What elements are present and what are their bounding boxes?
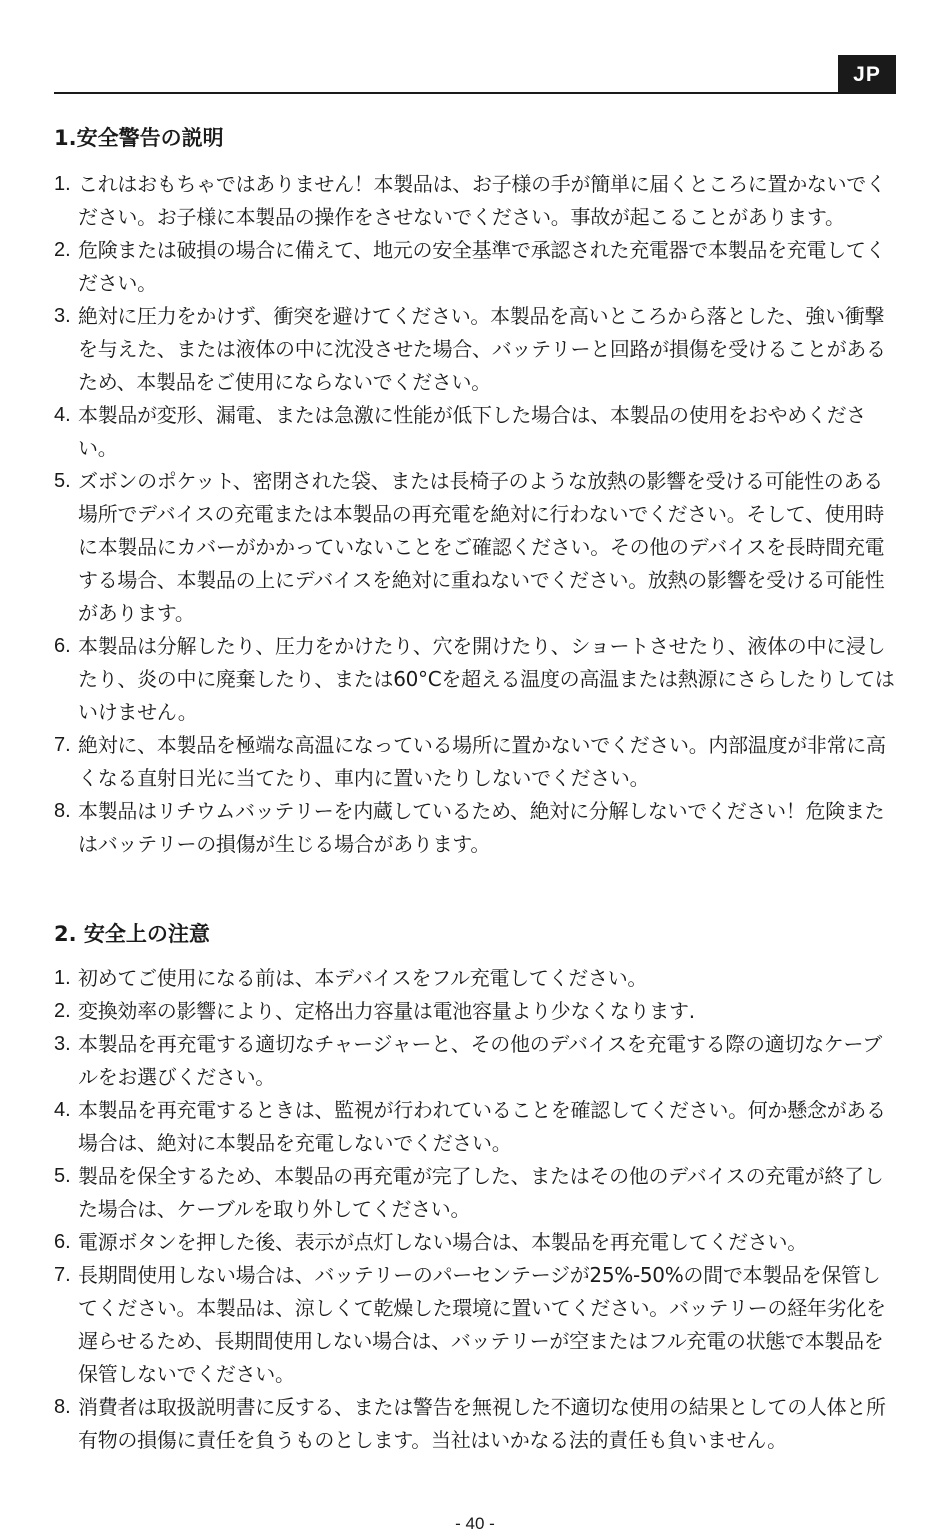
item-number: 1.: [54, 967, 71, 989]
list-item: [54, 1226, 896, 1259]
item-text: 製品を保全するため、本製品の再充電が完了した、またはその他のデバイスの充電が終了した場合は、ケーブルを取り外してください。: [78, 1164, 884, 1221]
item-text: 本製品を再充電するときは、監視が行われていることを確認してください。何か懸念がある場合は、絶対に本製品を充電しないでください。: [78, 1098, 886, 1155]
item-number: 2.: [54, 239, 71, 261]
list-item: [54, 1259, 896, 1391]
item-number: 1.: [54, 173, 71, 195]
list-item: [54, 729, 896, 795]
item-text: これはおもちゃではありません！本製品は、お子様の手が簡単に届くところに置かないでください。お子様に本製品の操作をさせないでください。事故が起こることがあります。: [78, 172, 886, 229]
item-number: 4.: [54, 404, 71, 426]
item-number: 8.: [54, 1396, 71, 1418]
item-text: 危険または破損の場合に備えて、地元の安全基準で承認された充電器で本製品を充電してください。: [78, 238, 886, 295]
safety-precautions-list: [54, 962, 896, 1457]
list-item: [54, 234, 896, 300]
item-text: 長期間使用しない場合は、バッテリーのパーセンテージが25%-50%の間で本製品を保管してください。本製品は、涼しくて乾燥した環境に置いてください。バッテリーの経年劣化を遅らせるため、長期間使用しない場合は、バッテリーが空またはフル充電の状態で本製品を保管しないでください。: [78, 1263, 886, 1386]
list-item: [54, 465, 896, 630]
item-number: 2.: [54, 1000, 71, 1022]
item-text: 変換効率の影響により、定格出力容量は電池容量より少なくなります.: [78, 999, 695, 1023]
header-divider: [54, 92, 896, 94]
item-number: 5.: [54, 1165, 71, 1187]
list-item: [54, 168, 896, 234]
section-heading-safety-warnings: 1.安全警告の説明: [54, 126, 224, 150]
item-text: 本製品は分解したり、圧力をかけたり、穴を開けたり、ショートさせたり、液体の中に浸したり、炎の中に廃棄したり、または60°Cを超える温度の高温または熱源にさらしたりしてはいけません。: [78, 634, 895, 724]
item-number: 7.: [54, 734, 71, 756]
item-number: 6.: [54, 1231, 71, 1253]
list-item: [54, 995, 896, 1028]
list-item: [54, 795, 896, 861]
item-number: 3.: [54, 305, 71, 327]
item-number: 7.: [54, 1264, 71, 1286]
item-text: 絶対に圧力をかけず、衝突を避けてください。本製品を高いところから落とした、強い衝撃を与えた、または液体の中に沈没させた場合、バッテリーと回路が損傷を受けることがあるため、本製品をご使用にならないでください。: [78, 304, 886, 394]
list-item: [54, 962, 896, 995]
item-text: 本製品が変形、漏電、または急激に性能が低下した場合は、本製品の使用をおやめください。: [78, 403, 866, 460]
item-text: 絶対に、本製品を極端な高温になっている場所に置かないでください。内部温度が非常に高くなる直射日光に当てたり、車内に置いたりしないでください。: [78, 733, 886, 790]
list-item: [54, 1028, 896, 1094]
list-item: [54, 300, 896, 399]
page-number: - 40 -: [455, 1514, 495, 1533]
item-text: 本製品を再充電する適切なチャージャーと、その他のデバイスを充電する際の適切なケーブルをお選びください。: [78, 1032, 882, 1089]
list-item: [54, 399, 896, 465]
language-badge: JP: [838, 55, 896, 94]
list-item: [54, 1094, 896, 1160]
item-number: 8.: [54, 800, 71, 822]
list-item: [54, 1160, 896, 1226]
item-text: 本製品はリチウムバッテリーを内蔵しているため、絶対に分解しないでください！危険またはバッテリーの損傷が生じる場合があります。: [78, 799, 885, 856]
item-text: 消費者は取扱説明書に反する、または警告を無視した不適切な使用の結果としての人体と所有物の損傷に責任を負うものとします。当社はいかなる法的責任も負いません。: [78, 1395, 886, 1452]
safety-warnings-list: [54, 168, 896, 861]
item-text: 電源ボタンを押した後、表示が点灯しない場合は、本製品を再充電してください。: [78, 1230, 807, 1254]
item-number: 6.: [54, 635, 71, 657]
item-number: 3.: [54, 1033, 71, 1055]
item-number: 4.: [54, 1099, 71, 1121]
item-number: 5.: [54, 470, 71, 492]
item-text: ズボンのポケット、密閉された袋、または長椅子のような放熱の影響を受ける可能性のある場所でデバイスの充電または本製品の再充電を絶対に行わないでください。そして、使用時に本製品にカバーがかかっていないことをご確認ください。その他のデバイスを長時間充電する場合、本製品の上にデバイスを絶対に重ねないでください。放熱の影響を受ける可能性があります。: [78, 469, 885, 625]
item-text: 初めてご使用になる前は、本デバイスをフル充電してください。: [78, 966, 648, 990]
list-item: [54, 630, 896, 729]
list-item: [54, 1391, 896, 1457]
section-heading-safety-precautions: 2. 安全上の注意: [54, 922, 210, 946]
